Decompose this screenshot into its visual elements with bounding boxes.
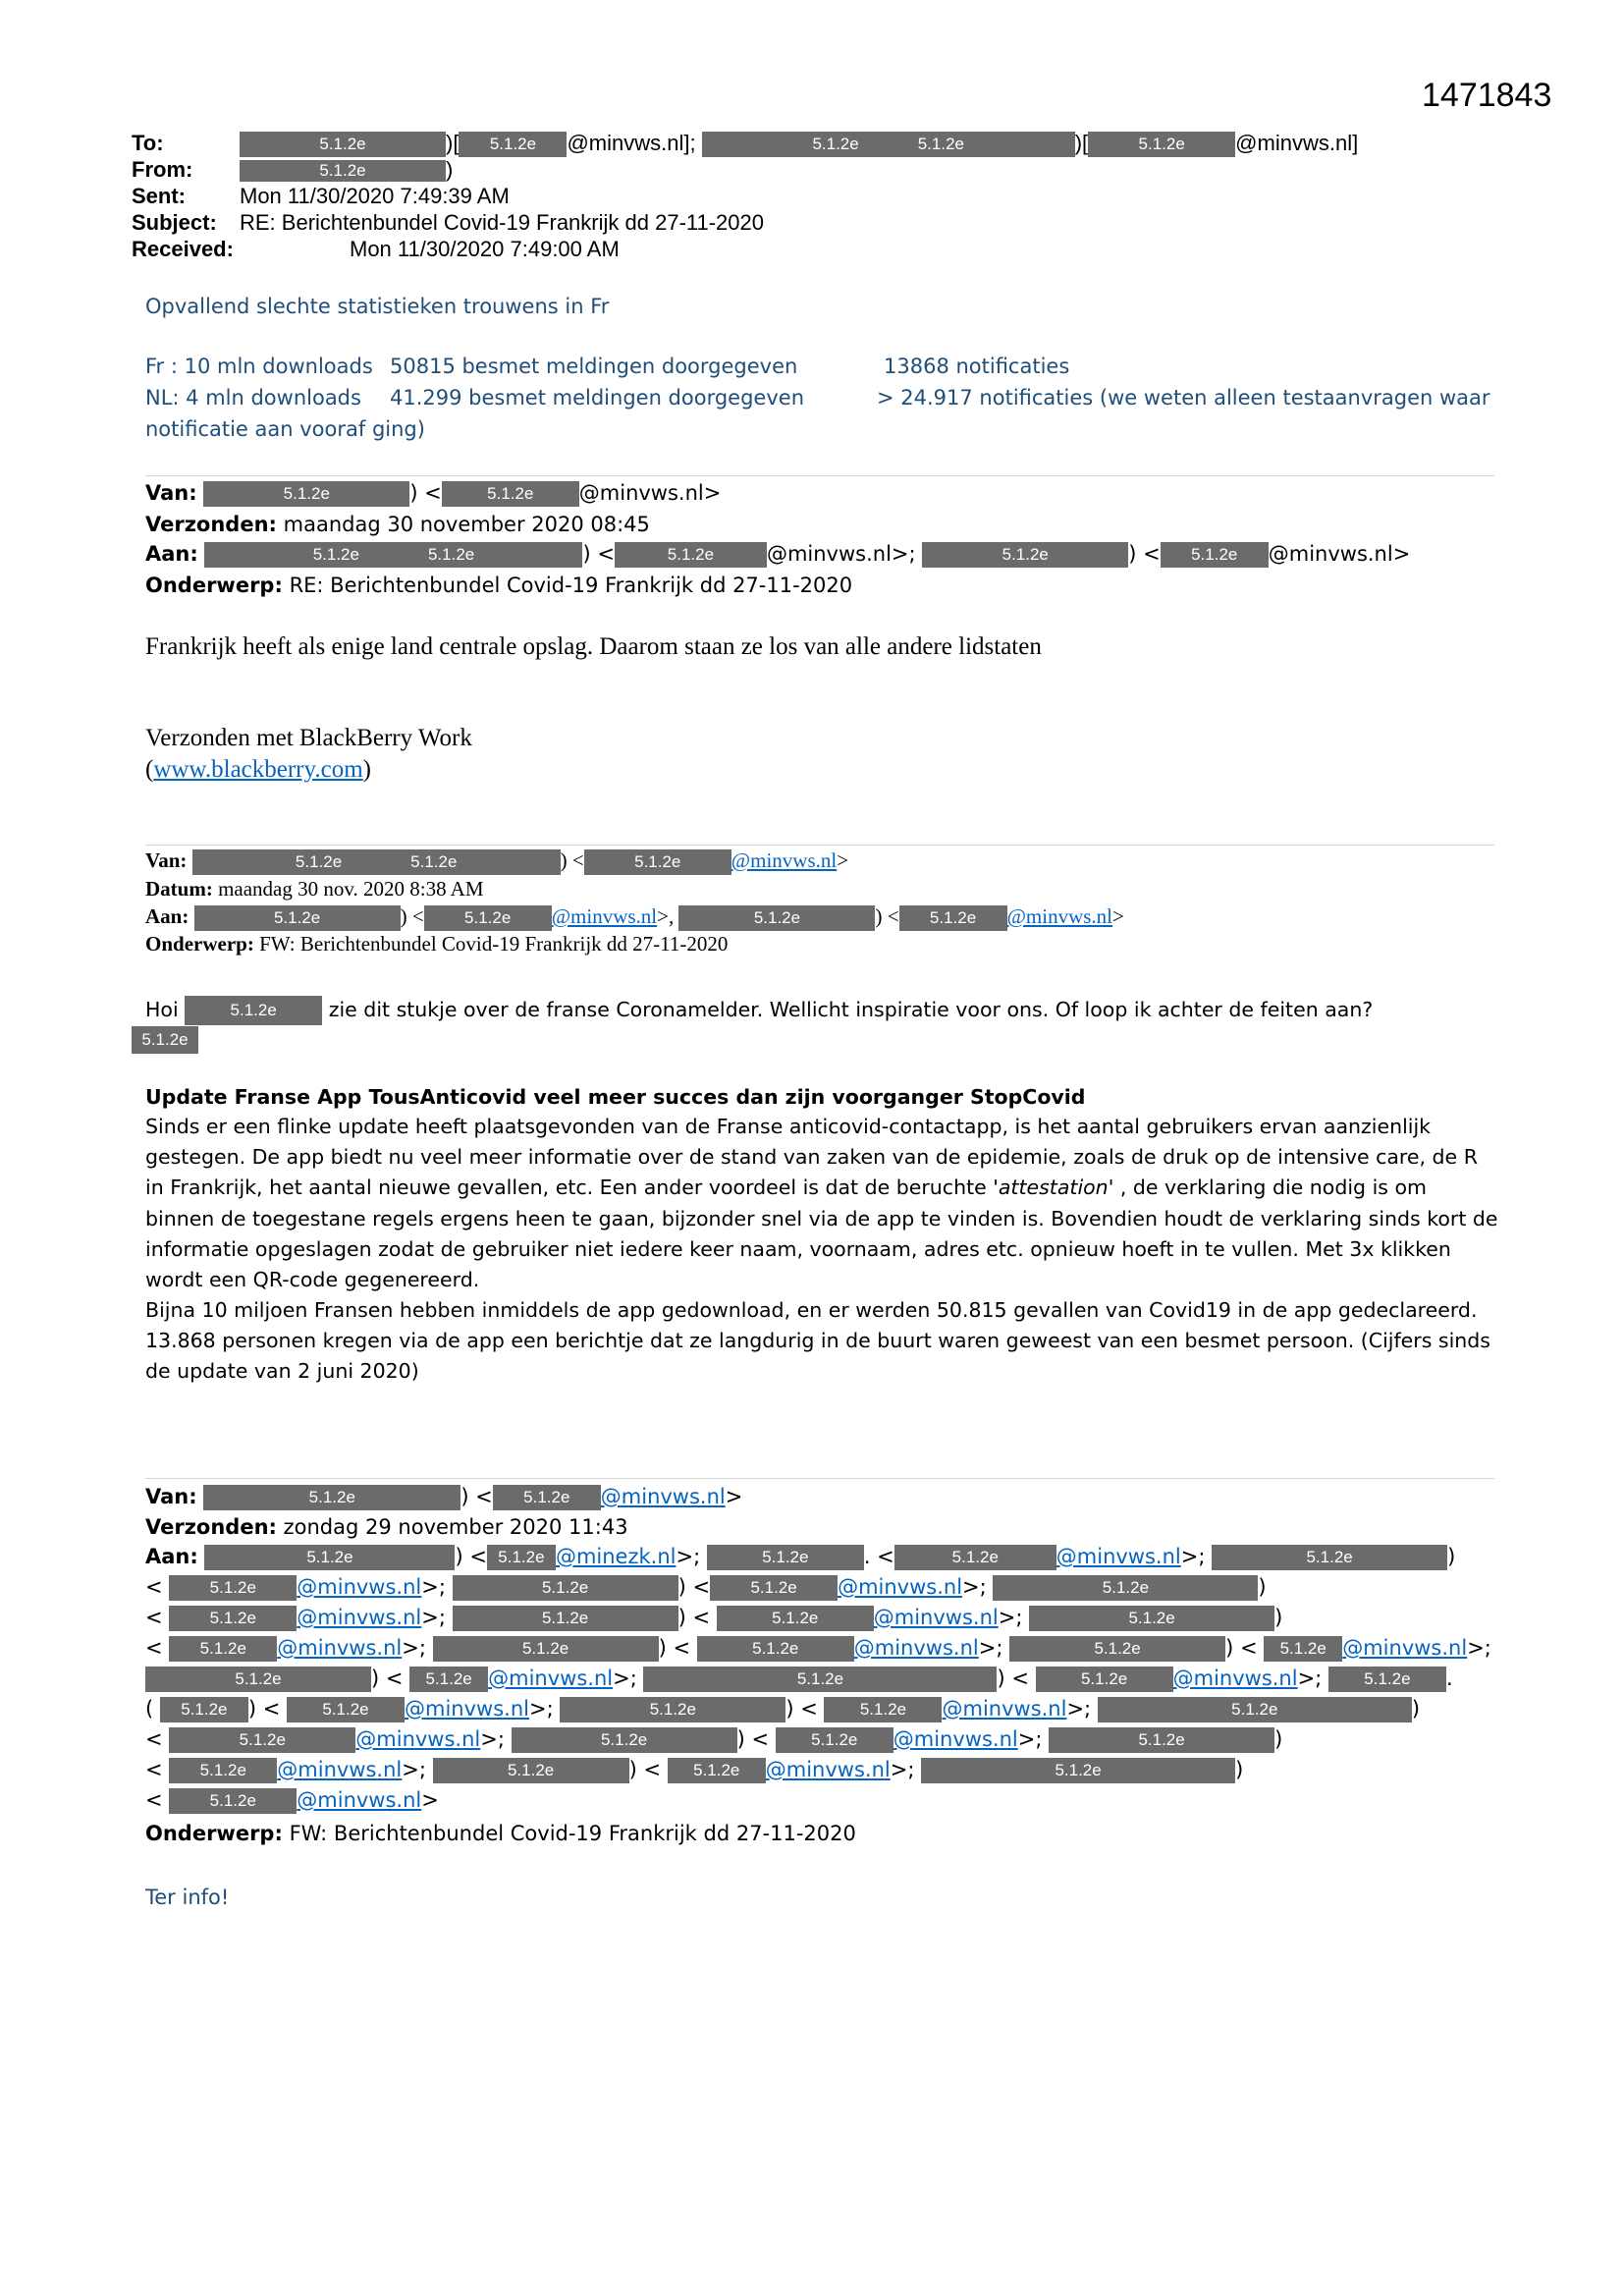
verzonden-row: Verzonden: zondag 29 november 2020 11:43 (145, 1515, 628, 1539)
redaction: 5.1.2e (1264, 1636, 1342, 1662)
to-row: To: 5.1.2e )[ 5.1.2e @minvws.nl]; 5.1.2e 5.1.2e )[ 5.1.2e @minvws.nl] (132, 130, 1358, 157)
redaction: 5.1.2e 5.1.2e (192, 849, 561, 875)
redaction: 5.1.2e (824, 1697, 942, 1722)
received-row: Received: Mon 11/30/2020 7:49:00 AM (132, 237, 620, 261)
redaction: 5.1.2e (409, 1667, 488, 1692)
document-id: 1471843 (1422, 77, 1552, 114)
redaction: 5.1.2e (921, 1758, 1235, 1783)
redaction: 5.1.2e (145, 1667, 371, 1692)
van-row: Van: 5.1.2e ) < 5.1.2e @minvws.nl> (145, 481, 722, 505)
redaction: 5.1.2e 5.1.2e (702, 132, 1075, 157)
from-row: From: 5.1.2e ) (132, 157, 454, 182)
stat-fr-meldingen: 50815 besmet meldingen doorgegeven (390, 355, 798, 378)
redaction: 5.1.2e (240, 132, 446, 157)
redaction: 5.1.2e (132, 1026, 198, 1054)
aan-row-cont: < 5.1.2e @minvws.nl>; 5.1.2e ) < 5.1.2e @minvws.nl>; 5.1.2e ) (145, 1575, 1267, 1599)
to-domain: @minvws.nl] (1235, 131, 1359, 155)
signature-link-row: (www.blackberry.com) (145, 756, 371, 783)
article-title: Update Franse App TousAnticovid veel meer succes dan zijn voorganger StopCovid (145, 1085, 1086, 1109)
redaction: 5.1.2e (717, 1606, 874, 1631)
van-row: Van: 5.1.2e 5.1.2e ) < 5.1.2e @minvws.nl> (145, 848, 848, 875)
redaction: 5.1.2e (287, 1697, 405, 1722)
redaction: 5.1.2e (993, 1575, 1258, 1601)
redaction: 5.1.2e (899, 905, 1007, 931)
redaction: 5.1.2e (169, 1606, 297, 1631)
redaction: 5.1.2e (203, 1485, 460, 1510)
redaction: 5.1.2e (584, 849, 731, 875)
redaction: 5.1.2e (459, 132, 567, 157)
aan-row-cont: < 5.1.2e @minvws.nl> (145, 1788, 439, 1812)
redaction: 5.1.2e (487, 1545, 556, 1570)
redaction: 5.1.2e (433, 1636, 659, 1662)
stat-fr-downloads: Fr : 10 mln downloads (145, 355, 373, 378)
blackberry-link[interactable]: www.blackberry.com (153, 756, 363, 783)
to-label: To: (132, 131, 164, 155)
redaction: 5.1.2e (169, 1575, 297, 1601)
stat-fr-notificaties: 13868 notificaties (884, 355, 1070, 378)
onderwerp-row: Onderwerp: FW: Berichtenbundel Covid-19 Frankrijk dd 27-11-2020 (145, 932, 729, 956)
body-line: Frankrijk heeft als enige land centrale opslag. Daarom staan ze los van alle andere lidstaten (145, 633, 1042, 660)
signature: Verzonden met BlackBerry Work (145, 725, 472, 751)
redaction: 5.1.2e (204, 1545, 455, 1570)
subject-row: Subject: RE: Berichtenbundel Covid-19 Frankrijk dd 27-11-2020 (132, 210, 764, 235)
redaction: 5.1.2e (678, 905, 875, 931)
aan-row-cont: < 5.1.2e @minvws.nl>; 5.1.2e ) < 5.1.2e @minvws.nl>; 5.1.2e ) (145, 1606, 1283, 1629)
redaction: 5.1.2e (203, 481, 409, 507)
redaction: 5.1.2e (1328, 1667, 1446, 1692)
redaction: 5.1.2e (453, 1606, 678, 1631)
article-paragraph: Sinds er een flinke update heeft plaatsgevonden van de Franse anticovid-contactapp, is het aantal gebruikers ervan aanzienlijk gestegen. De app biedt nu veel meer informatie over de stand van zaken van de epidemie, zoals de druk op de intensive care, de R in Frankrijk, het aantal nieuwe gevallen, etc. Een ander voordeel is dat de beruchte 'attestation' , de verklaring die nodig is om binnen de toegestane regels ergens heen te gaan, bijzonder snel via de app te vinden is. Bovendien houdt de verklaring sinds kort de informatie opgeslagen zodat de gebruiker niet iedere keer naam, voornaam, adres etc. opnieuw hoeft in te vullen. Met 3x klikken wordt een QR-code gegenereerd. (145, 1115, 1498, 1292)
aan-row: Aan: 5.1.2e ) < 5.1.2e @minvws.nl>, 5.1.2e ) < 5.1.2e @minvws.nl> (145, 904, 1124, 931)
redaction: 5.1.2e (776, 1727, 893, 1753)
divider (145, 845, 1494, 846)
redaction: 5.1.2e (1009, 1636, 1225, 1662)
verzonden-row: Verzonden: maandag 30 november 2020 08:45 (145, 513, 650, 536)
redaction: 5.1.2e (1088, 132, 1235, 157)
redaction: 5.1.2e (710, 1575, 838, 1601)
onderwerp-row: Onderwerp: FW: Berichtenbundel Covid-19 Frankrijk dd 27-11-2020 (145, 1822, 856, 1845)
redaction: 5.1.2e (424, 905, 552, 931)
redaction: 5.1.2e (453, 1575, 678, 1601)
subject-value: RE: Berichtenbundel Covid-19 Frankrijk dd 27-11-2020 (240, 210, 764, 235)
aan-row-cont: ( 5.1.2e ) < 5.1.2e @minvws.nl>; 5.1.2e ) < 5.1.2e @minvws.nl>; 5.1.2e ) (145, 1697, 1421, 1721)
stat-nl-downloads: NL: 4 mln downloads (145, 386, 361, 410)
aan-row: Aan: 5.1.2e ) < 5.1.2e @minezk.nl>; 5.1.2e . < 5.1.2e @minvws.nl>; 5.1.2e ) (145, 1545, 1456, 1568)
redaction: 5.1.2e (240, 160, 446, 182)
redaction: 5.1.2e (169, 1727, 355, 1753)
greeting-row: Hoi 5.1.2e zie dit stukje over de franse Coronamelder. Wellicht inspiratie voor ons. Of loop ik achter de feiten aan? (145, 994, 1373, 1025)
aan-row-cont: < 5.1.2e @minvws.nl>; 5.1.2e ) < 5.1.2e @minvws.nl>; 5.1.2e ) (145, 1727, 1283, 1751)
redaction: 5.1.2e (169, 1758, 277, 1783)
redaction: 5.1.2e (1029, 1606, 1274, 1631)
redaction: 5.1.2e (697, 1636, 854, 1662)
from-label: From: (132, 157, 193, 182)
redaction: 5.1.2e (894, 1545, 1056, 1570)
redaction: 5.1.2e (442, 481, 579, 507)
redaction: 5.1.2e (1036, 1667, 1173, 1692)
redaction: 5.1.2e (169, 1636, 277, 1662)
redaction: 5.1.2e 5.1.2e (204, 542, 582, 568)
body-line: Opvallend slechte statistieken trouwens in Fr (145, 295, 610, 318)
redaction: 5.1.2e (1161, 542, 1269, 568)
redaction: 5.1.2e (707, 1545, 864, 1570)
onderwerp-row: Onderwerp: RE: Berichtenbundel Covid-19 Frankrijk dd 27-11-2020 (145, 574, 853, 597)
received-value: Mon 11/30/2020 7:49:00 AM (350, 237, 620, 261)
redaction: 5.1.2e (615, 542, 767, 568)
aan-row-cont: < 5.1.2e @minvws.nl>; 5.1.2e ) < 5.1.2e @minvws.nl>; 5.1.2e ) (145, 1758, 1244, 1781)
redaction: 5.1.2e (169, 1788, 297, 1814)
redaction: 5.1.2e (560, 1697, 785, 1722)
redaction: 5.1.2e (1049, 1727, 1274, 1753)
aan-row: Aan: 5.1.2e 5.1.2e ) < 5.1.2e @minvws.nl>; 5.1.2e ) < 5.1.2e @minvws.nl> (145, 542, 1411, 566)
redaction: 5.1.2e (493, 1485, 601, 1510)
redaction: 5.1.2e (1212, 1545, 1447, 1570)
aan-row-cont: 5.1.2e ) < 5.1.2e @minvws.nl>; 5.1.2e ) < 5.1.2e @minvws.nl>; 5.1.2e . (145, 1664, 1453, 1694)
stat-nl-notificaties: > 24.917 notificaties (we weten alleen testaanvragen waar (877, 386, 1490, 410)
van-row: Van: 5.1.2e ) < 5.1.2e @minvws.nl> (145, 1485, 743, 1508)
redaction: 5.1.2e (512, 1727, 737, 1753)
divider (145, 1478, 1494, 1479)
redaction: 5.1.2e (643, 1667, 997, 1692)
redaction: 5.1.2e (1098, 1697, 1412, 1722)
divider (145, 475, 1494, 476)
redaction: 5.1.2e (922, 542, 1128, 568)
sent-row: Sent: Mon 11/30/2020 7:49:39 AM (132, 184, 510, 208)
redaction: 5.1.2e (160, 1697, 248, 1722)
redaction: 5.1.2e (668, 1758, 766, 1783)
redaction: 5.1.2e (185, 996, 322, 1025)
redaction: 5.1.2e (433, 1758, 629, 1783)
datum-row: Datum: maandag 30 nov. 2020 8:38 AM (145, 877, 484, 901)
body-line: Ter info! (145, 1886, 230, 1909)
stat-nl-note: notificatie aan vooraf ging) (145, 417, 425, 441)
aan-row-cont: < 5.1.2e @minvws.nl>; 5.1.2e ) < 5.1.2e @minvws.nl>; 5.1.2e ) < 5.1.2e @minvws.nl>; (145, 1636, 1491, 1660)
sent-value: Mon 11/30/2020 7:49:39 AM (240, 184, 510, 208)
redaction: 5.1.2e (194, 905, 401, 931)
to-domain: @minvws.nl]; (567, 131, 696, 155)
article-paragraph: Bijna 10 miljoen Fransen hebben inmiddels de app gedownload, en er werden 50.815 gevallen van Covid19 in de app gedeclareerd. 13.868 personen kregen via de app een berichtje dat ze langdurig in de buurt waren geweest van een besmet persoon. (Cijfers sinds de update van 2 juni 2020) (145, 1298, 1490, 1384)
stat-nl-meldingen: 41.299 besmet meldingen doorgegeven (390, 386, 804, 410)
